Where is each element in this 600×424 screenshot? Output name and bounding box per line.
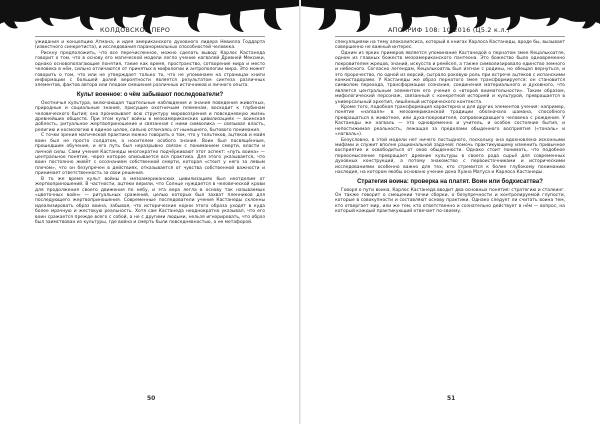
paragraph: Говоря о пути воина, Карлос Кастанеда вводит два основных понятия: стратегию и сталкинг. Он также говорит о смещении точки сборки, о безупречности и контролируемой глупости, которые в совокупности и составляют основу практики. Однако следует ли считать воина тем, кто отвергает мир, или же тем, кто ответственно и сознательно действует в нём — вопрос, на который каждый практикующий отвечает по-своему. bbox=[335, 187, 565, 215]
header-rule bbox=[35, 36, 265, 37]
right-page bbox=[300, 0, 600, 424]
running-head: АПОКРИФ 108: 10.2016 (Ц5.2 к.л.) bbox=[388, 27, 510, 34]
paragraph: Одним из ярких примеров является упоминание Кастанедой о пернатом змее Кецалькоатле, одном из главных божеств мезоамериканского пантеона. Это божество было одновременно покровителем жрецов, знаний, искусств и ремёсел, а также символизировало единство земного и небесного. Согласно легендам, Кецалькоатль был изгнан с родины, но обещал вернуться, и это пророчество, по одной из версий, сыграло роковую роль при встрече ацтеков с испанскими конкистадорами. У Кастанеды же образ пернатого змея трансформируется: он становится символом перехода, трансформации сознания, соединения материального и духовного, что является центральным элементом его учения о «второй внимательности». Таким образом, мифологический персонаж, связанный с конкретной историей и культурой, превращается в универсальный архетип, лишённый исторического контекста. bbox=[335, 50, 565, 105]
running-head: КОЛДОВСКОЕ ПЕРО bbox=[100, 27, 171, 34]
left-body-text bbox=[35, 40, 265, 226]
section-heading: Стратегия воина: проверка на платят. Воин или бодхисаттва? bbox=[357, 178, 543, 185]
page-number: 50 bbox=[147, 395, 156, 402]
paragraph: Кроме того, подобная трансформация характерна и для других элементов учения: например, понятие «нагваля» в мезоамериканской традиции обозначало шамана, способного превращаться в животное, или духа-покровителя, сопровождающего человека с рождения. У Кастанеды же нагваль — это одновременно и учитель, и особое состояние бытия, и непостижимая реальность, лежащая за пределами обыденного восприятия («тональ» и «нагваль»). bbox=[335, 105, 565, 138]
paragraph: Охотничья культура, включающая тщательные наблюдения и знания поведения животных, природные и социальные знания, присущие охотничьим племенам, восходит к глубинам человеческого бытия; она пронизывает всю структуру мировоззрения и повседневную жизнь древнейших обществ. При этом культ войны в мезоамериканских цивилизациях — воинская доблесть, ритуальное жертвоприношение и связанная с ними символика — связывал власть, религию и космологию в единое целое, сильно отличаясь от нынешнего, бытового понимания. bbox=[35, 100, 265, 133]
paragraph: В то же время культ войны в мезоамериканских цивилизациях был неотделим от жертвоприношений. В частности, ацтеки верили, что Солнце нуждается в человеческой крови для продолжения своего движения по небу, и эта вера легла в основу так называемых «цветочных войн» — ритуальных сражений, целью которых был захват пленников для последующего жертвоприношения. Современные последователи учения Кастанеды склонны идеализировать образ воина, забывая, что исторические корни этого образа уходят в куда более мрачную и жестокую реальность. Хотя сам Кастанеда неоднократно указывал, что его воин сражается прежде всего с собой, а не с другими людьми, нельзя игнорировать, что образ был заимствован из культуры, где война и смерть были повседневностью, а не метафорой. bbox=[35, 176, 265, 226]
paragraph: С точки зрения магической практики можно говорить о том, что у тольтеков, ацтеков и майя воин был не просто солдатом, а носителем особого знания. Воин был посвящённым, прошедшим обучение, и его путь был неразрывно связан с пониманием смерти, власти и личной силы. Сами учения Кастанеды многократно подчёркивают этот аспект: «путь воина» — центральное понятие, через которое описывается вся практика. Для этого указывается, что воин постоянно живёт с осознанием собственной смерти, которая «стоит у него за левым плечом», что он безупречен в действиях, отказывается от чувства собственной важности и принимает ответственность за свои решения. bbox=[35, 133, 265, 177]
paragraph: Безусловно, в этой модели нет ничего постыдного, поскольку она вдохновлена исконными мифами и служит вполне рациональной задачей: помочь практикующему изменить привычное восприятие и освободиться от оков обыденности. Однако стоит понимать, что подобное переосмысление превращает древние культуры в своего рода сырьё для современных духовных конструкций, а потому знакомство с первоисточниками и историческими исследованиями особенно важно для тех, кто стремится к более глубокому пониманию наследия, на котором якобы основано учение дона Хуана Матуса и Карлоса Кастанеды. bbox=[335, 137, 565, 176]
section-heading: Культ военное: о чём забывают последователи? bbox=[76, 91, 224, 98]
book-gutter bbox=[299, 0, 301, 424]
paragraph: ужидания и концепцию Атмана, и идея американского духовного лидера Невилла Годдарта (известного синкретиста), и исследования паранормальных способностей человека. bbox=[35, 40, 265, 51]
page-number: 51 bbox=[447, 395, 456, 402]
paragraph: Рискну предположить, что все перечисленное, можно сделать вывод: Карлос Кастанеда говорит о том, что в основу его магической модели легло учение нагвалей Древней Мексики, однако основополагающие понятия, такие как время, пространство, сотворение мира и место человека в нём, сильно отличаются от принятых в мифологии и антропологии мира. Это может говорить о том, что или не утверждает только то, что не упоминаем на страницах книги информации с большей долей вероятности является результатом синтеза различных элементов, фактов автора или плодом смешения различных источников и личного опыта. bbox=[35, 50, 265, 89]
header-rule bbox=[335, 36, 565, 37]
right-body-text bbox=[335, 40, 565, 215]
paragraph: спекуляциями на тему апокалипсиса, который в книгах Карлоса Кастанеды, вроде бы, вызывает совершенно не важный интерес. bbox=[335, 40, 565, 51]
